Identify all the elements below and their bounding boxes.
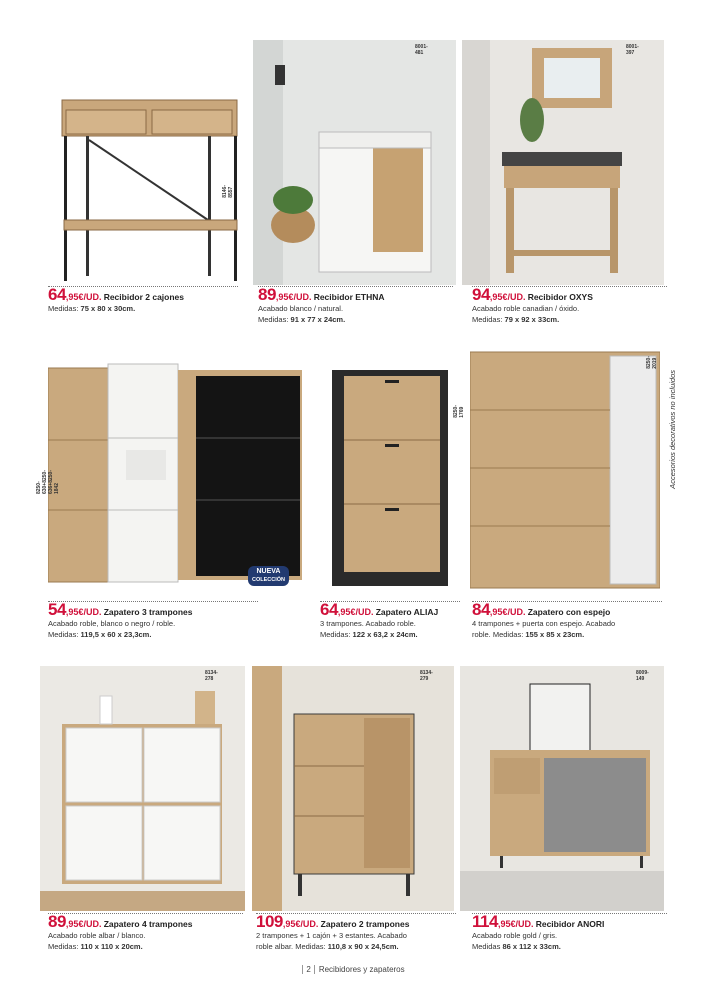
product-info <box>48 601 258 640</box>
product-name: Zapatero ALIAJ <box>375 607 439 617</box>
measures-label: roble. Medidas: <box>472 630 526 639</box>
product-info <box>472 286 667 325</box>
price-integer: 64 <box>48 285 66 304</box>
product-ref: 8134-278 <box>205 670 218 682</box>
price-decimal: ,95€/UD. <box>489 292 526 302</box>
product-name: Zapatero 4 trampones <box>103 919 193 929</box>
product-info <box>472 913 667 952</box>
price-decimal: ,95€/UD. <box>275 292 312 302</box>
measures-value: 75 x 80 x 30cm. <box>80 304 136 313</box>
price-decimal: ,95€/UD. <box>65 919 102 929</box>
badge-line-1: NUEVA <box>256 568 281 575</box>
product-photo-4 <box>48 360 306 590</box>
new-collection-badge <box>248 566 289 586</box>
measures-value: 110 x 110 x 20cm. <box>80 942 143 951</box>
product-photo-2 <box>253 40 456 285</box>
anori-cabinet-image <box>460 666 664 911</box>
product-name: Recibidor ANORI <box>535 919 605 929</box>
product-ref: 8001-481 <box>415 44 428 56</box>
section-title: Recibidores y zapateros <box>318 965 405 974</box>
price-integer: 64 <box>320 600 338 619</box>
badge-line-2: COLECCIÓN <box>252 577 285 583</box>
product-info <box>472 601 662 640</box>
product-photo-6 <box>470 350 660 590</box>
measures-label: Medidas: <box>48 942 81 951</box>
price-decimal: ,95€/UD. <box>65 292 102 302</box>
price-integer: 54 <box>48 600 66 619</box>
measures-label: roble albar. Medidas: <box>256 942 328 951</box>
product-ref: 8146-8557 <box>222 185 234 198</box>
price-integer: 114 <box>472 912 498 931</box>
price-decimal: ,95€/UD. <box>337 607 374 617</box>
measures-value: 110,8 x 90 x 24,5cm. <box>327 942 399 951</box>
price-integer: 84 <box>472 600 490 619</box>
product-info <box>48 286 238 314</box>
price-integer: 109 <box>256 912 283 931</box>
price-integer: 89 <box>48 912 66 931</box>
four-door-cabinet-image <box>40 666 245 911</box>
finish-text: Acabado blanco / natural. <box>258 304 344 313</box>
product-name: Recibidor ETHNA <box>313 292 385 302</box>
aliaj-cabinet-image <box>330 368 450 588</box>
finish-text: Acabado roble albar / blanco. <box>48 931 146 940</box>
shoe-cabinets-image <box>48 360 306 590</box>
product-name: Zapatero 3 trampones <box>103 607 193 617</box>
price-decimal: ,95€/UD. <box>489 607 526 617</box>
finish-text: Acabado roble gold / gris. <box>472 931 558 940</box>
finish-text: Acabado roble, blanco o negro / roble. <box>48 619 176 628</box>
measures-value: 79 x 92 x 33cm. <box>504 315 560 324</box>
product-ref: 8134-279 <box>420 670 433 682</box>
price-integer: 89 <box>258 285 276 304</box>
oxys-console-image <box>462 40 664 285</box>
product-photo-5 <box>330 368 450 588</box>
product-ref: 8250-1769 <box>453 405 465 418</box>
price-integer: 94 <box>472 285 490 304</box>
product-ref: 8250-2019 <box>646 356 658 369</box>
measures-label: Medidas: <box>258 315 291 324</box>
finish-text: 2 trampones + 1 cajón + 3 estantes. Acabado <box>256 931 407 940</box>
product-info <box>256 913 456 952</box>
product-photo-7 <box>40 666 245 911</box>
price-decimal: ,95€/UD. <box>282 919 319 929</box>
measures-value: 122 x 63,2 x 24cm. <box>352 630 418 639</box>
product-info <box>320 601 460 640</box>
product-photo-1 <box>40 60 245 285</box>
product-photo-8 <box>252 666 454 911</box>
measures-label: Medidas: <box>472 315 505 324</box>
measures-label: Medidas <box>472 942 503 951</box>
product-name: Zapatero con espejo <box>527 607 611 617</box>
measures-value: 155 x 85 x 23cm. <box>525 630 585 639</box>
price-decimal: ,95€/UD. <box>497 919 534 929</box>
product-photo-9 <box>460 666 664 911</box>
measures-label: Medidas: <box>48 630 81 639</box>
console-table-image <box>40 60 245 285</box>
product-ref: 8250-630+8250-636+8250-1842 <box>36 469 60 495</box>
product-photo-3 <box>462 40 664 285</box>
measures-value: 119,5 x 60 x 23,3cm. <box>80 630 152 639</box>
price-decimal: ,95€/UD. <box>65 607 102 617</box>
finish-text: Acabado roble canadian / óxido. <box>472 304 580 313</box>
page-footer <box>0 965 707 974</box>
ethna-cabinet-image <box>253 40 456 285</box>
product-info <box>48 913 243 952</box>
product-name: Recibidor 2 cajones <box>103 292 184 302</box>
measures-value: 86 x 112 x 33cm. <box>502 942 561 951</box>
finish-text: 3 trampones. Acabado roble. <box>320 619 416 628</box>
mirror-cabinet-image <box>470 350 660 590</box>
product-name: Zapatero 2 trampones <box>320 919 410 929</box>
measures-label: Medidas: <box>320 630 353 639</box>
two-door-cabinet-image <box>252 666 454 911</box>
measures-label: Medidas: <box>48 304 81 313</box>
product-ref: 8001-397 <box>626 44 639 56</box>
measures-value: 91 x 77 x 24cm. <box>290 315 346 324</box>
side-note: Accesorios decorativos no incluidos <box>668 370 677 489</box>
product-ref: 8009-149 <box>636 670 649 682</box>
product-name: Recibidor OXYS <box>527 292 593 302</box>
finish-text: 4 trampones + puerta con espejo. Acabado <box>472 619 616 628</box>
product-info <box>258 286 453 325</box>
page-number: 2 <box>302 965 314 974</box>
